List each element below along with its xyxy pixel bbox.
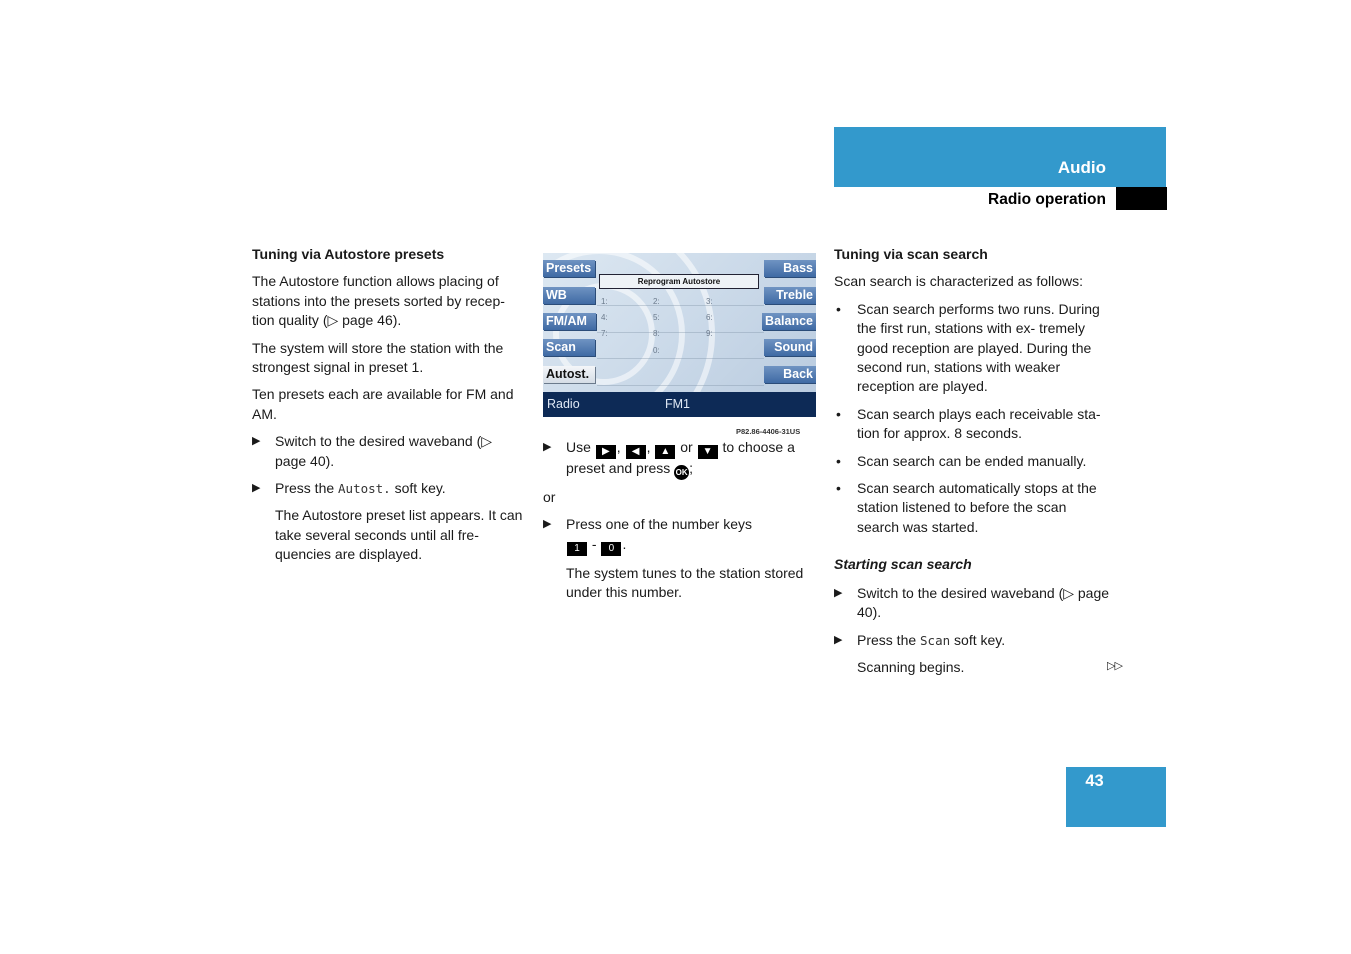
continue-arrows-icon: ▷▷ [1107,660,1122,672]
status-band: FM1 [665,397,690,411]
step-arrow-icon: ▶ [543,441,552,453]
preset-slot[interactable]: 1: [601,297,608,306]
preset-divider [597,332,764,333]
softkey-scan[interactable]: Scan [543,339,595,356]
left-arrow-key-icon: ◀ [626,445,646,459]
bullet-item: • Scan search plays each receivable sta- tion for approx. 8 seconds. [836,405,1101,442]
preset-slot[interactable]: 2: [653,297,660,306]
left-step-1: ▶ Switch to the desired waveband (▷ page 40). [252,433,492,469]
middle-step-2: ▶ Press one of the number keys 1 - 0 . [543,516,752,554]
scan-key-label: Scan [920,632,951,648]
preset-divider [597,358,764,359]
number-key-1-icon: 1 [567,542,587,556]
preset-slot[interactable]: 3: [706,297,713,306]
preset-slot[interactable]: 4: [601,313,608,322]
softkey-treble[interactable]: Treble [764,287,816,304]
header-tab [1116,187,1167,210]
up-arrow-key-icon: ▲ [655,445,675,459]
preset-slot[interactable]: 6: [706,313,713,322]
softkey-autost[interactable]: Autost. [543,366,595,383]
bullet-item: • Scan search can be ended manually. [836,452,1087,469]
step-arrow-icon: ▶ [252,482,261,495]
ok-key-icon: OK [674,465,689,480]
header-band [834,127,1166,187]
middle-step-2-result: The system tunes to the station stored under this number. [566,564,804,601]
right-arrow-key-icon: ▶ [596,445,616,459]
down-arrow-key-icon: ▼ [698,445,718,459]
page-number: 43 [1085,772,1104,790]
right-step-2: ▶ Press the Scan soft key. [834,631,1110,650]
step-arrow-icon: ▶ [252,435,261,448]
right-heading: Tuning via scan search [834,246,988,262]
reprogram-autostore-box[interactable]: Reprogram Autostore [599,274,759,289]
step-arrow-icon: ▶ [834,586,843,599]
softkey-bass[interactable]: Bass [764,260,816,277]
or-text: or [543,489,556,505]
softkey-presets[interactable]: Presets [543,260,595,277]
right-step-2-result: Scanning begins. [857,658,965,675]
left-step-2: ▶ Press the Autost. soft key. [252,479,524,498]
step-arrow-icon: ▶ [834,633,843,646]
left-step-2-result: The Autostore preset list appears. It can take several seconds until all fre- quencies are displayed. [275,507,523,563]
softkey-back[interactable]: Back [764,366,816,383]
left-heading: Tuning via Autostore presets [252,246,445,262]
softkey-balance[interactable]: Balance [762,313,816,330]
bullet-item: • Scan search performs two runs. During the first run, stations with ex- tremely good reception are played. During the second run, stations with weaker reception are played. [836,300,1100,395]
status-mode: Radio [547,397,580,411]
softkey-sound[interactable]: Sound [764,339,816,356]
preset-slot[interactable]: 0: [653,346,660,355]
right-intro: Scan search is characterized as follows: [834,273,1083,290]
step-arrow-icon: ▶ [543,518,552,531]
preset-slot[interactable]: 7: [601,329,608,338]
middle-step-1: ▶ Use ▶ , ◀ , ▲ or ▼ to choose a preset and press OK ; [543,438,818,480]
middle-column [543,438,818,611]
bullet-item: • Scan search automatically stops at the station listened to before the scan search was started. [836,480,1097,535]
preset-divider [597,305,764,306]
right-column [834,245,1110,685]
softkey-wb[interactable]: WB [543,287,595,304]
section-title: Audio [1057,158,1106,177]
figure-caption: P82.86-4406-31US [736,427,801,436]
left-column [252,245,524,573]
screen-status-bar [543,392,816,417]
preset-slot[interactable]: 9: [706,329,713,338]
subsection-title: Radio operation [988,191,1106,208]
radio-screen-illustration [543,253,816,417]
softkey-fm-am[interactable]: FM/AM [543,313,596,330]
left-paragraph-2: The system will store the station with the strongest signal in preset 1. [252,339,504,376]
preset-slot[interactable]: 5: [653,313,660,322]
right-subheading: Starting scan search [834,556,972,573]
preset-slot[interactable]: 8: [653,329,660,338]
left-paragraph-3: Ten presets each are available for FM and AM. [252,386,514,422]
autost-key-label: Autost. [338,481,391,497]
preset-divider [597,385,764,386]
number-key-0-icon: 0 [601,542,621,556]
left-paragraph-1: The Autostore function allows placing of stations into the presets sorted by recep- tion quality (▷ page 46). [252,273,505,329]
right-step-1: ▶ Switch to the desired waveband (▷ page 40). [834,584,1110,621]
